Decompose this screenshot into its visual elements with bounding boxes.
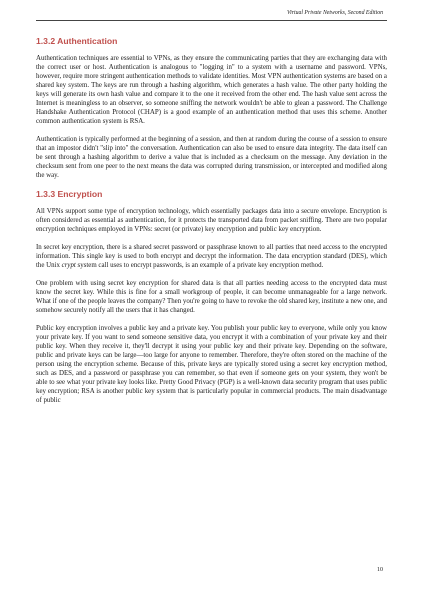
paragraph: In secret key encryption, there is a shared secret password or passphrase known to all parties that need access to the encrypted information. This single key is used to both encrypt and decrypt the information. The data encryption standard (DES), which the Unix crypt system call uses to encrypt passwords, is an example of a private key encryption method. <box>36 243 387 269</box>
running-header-title: Virtual Private Networks, Second Edition <box>286 10 383 16</box>
section-heading-authentication: 1.3.2 Authentication <box>36 36 118 46</box>
page-content <box>36 36 387 414</box>
paragraph: Authentication techniques are essential to VPNs, as they ensure the communicating parties that they are exchanging data with the correct user or host. Authentication is analogous to "logging in" to a system with a username and password. VPNs, however, require more stringent authentication methods to validate identities. Most VPN authentication systems are based on a shared key system. The keys are run through a hashing algorithm, which generates a hash value. The other party holding the keys will generate its own hash value and compare it to the one it received from the other end. The hash value sent across the Internet is meaningless to an observer, so someone sniffing the network wouldn't be able to glean a password. The Challenge Handshake Authentication Protocol (CHAP) is a good example of an authentication method that uses this scheme. Another common authentication system is RSA. <box>36 55 387 126</box>
paragraph: All VPNs support some type of encryption technology, which essentially packages data into a secure envelope. Encryption is often considered as essential as authentication, for it protects the transported data from packet sniffing. There are two popular encryption techniques employed in VPNs: secret (or private) key encryption and public key encryption. <box>36 207 387 234</box>
paragraph: One problem with using secret key encryption for shared data is that all parties needing access to the encrypted data must know the secret key. While this is fine for a small workgroup of people, it can become unmanageable for a large network. What if one of the people leaves the company? Then you're going to have to revoke the old shared key, institute a new one, and somehow securely notify all the users that it has changed. <box>36 279 387 314</box>
page-number: 10 <box>377 567 383 573</box>
paragraph: Public key encryption involves a public key and a private key. You publish your public key to everyone, while only you know your private key. If you want to send someone sensitive data, you encrypt it with a combination of your private key and their public key. When they receive it, they'll decrypt it using your public key and their private key. Depending on the software, public and private keys can be large—too large for anyone to remember. Therefore, they're often stored on the machine of the person using the encryption scheme. Because of this, private keys are typically stored using a secret key encryption method, such as DES, and a password or passphrase you can remember, so that even if someone gets on your system, they won't be able to see what your private key looks like. Pretty Good Privacy (PGP) is a well-known data security program that uses public key encryption; RSA is another public key system that is particularly popular in commercial products. The main disadvantage of public <box>36 324 387 404</box>
header-rule <box>36 20 387 21</box>
section-heading-encryption: 1.3.3 Encryption <box>36 188 103 199</box>
paragraph: Authentication is typically performed at the beginning of a session, and then at random during the course of a session to ensure that an impostor didn't "slip into" the conversation. Authentication can also be used to ensure data integrity. The data itself can be sent through a hashing algorithm to derive a value that is included as a checksum on the message. Any deviation in the checksum sent from one peer to the next means the data was corrupted during transmission, or intercepted and modified along the way. <box>36 136 387 180</box>
